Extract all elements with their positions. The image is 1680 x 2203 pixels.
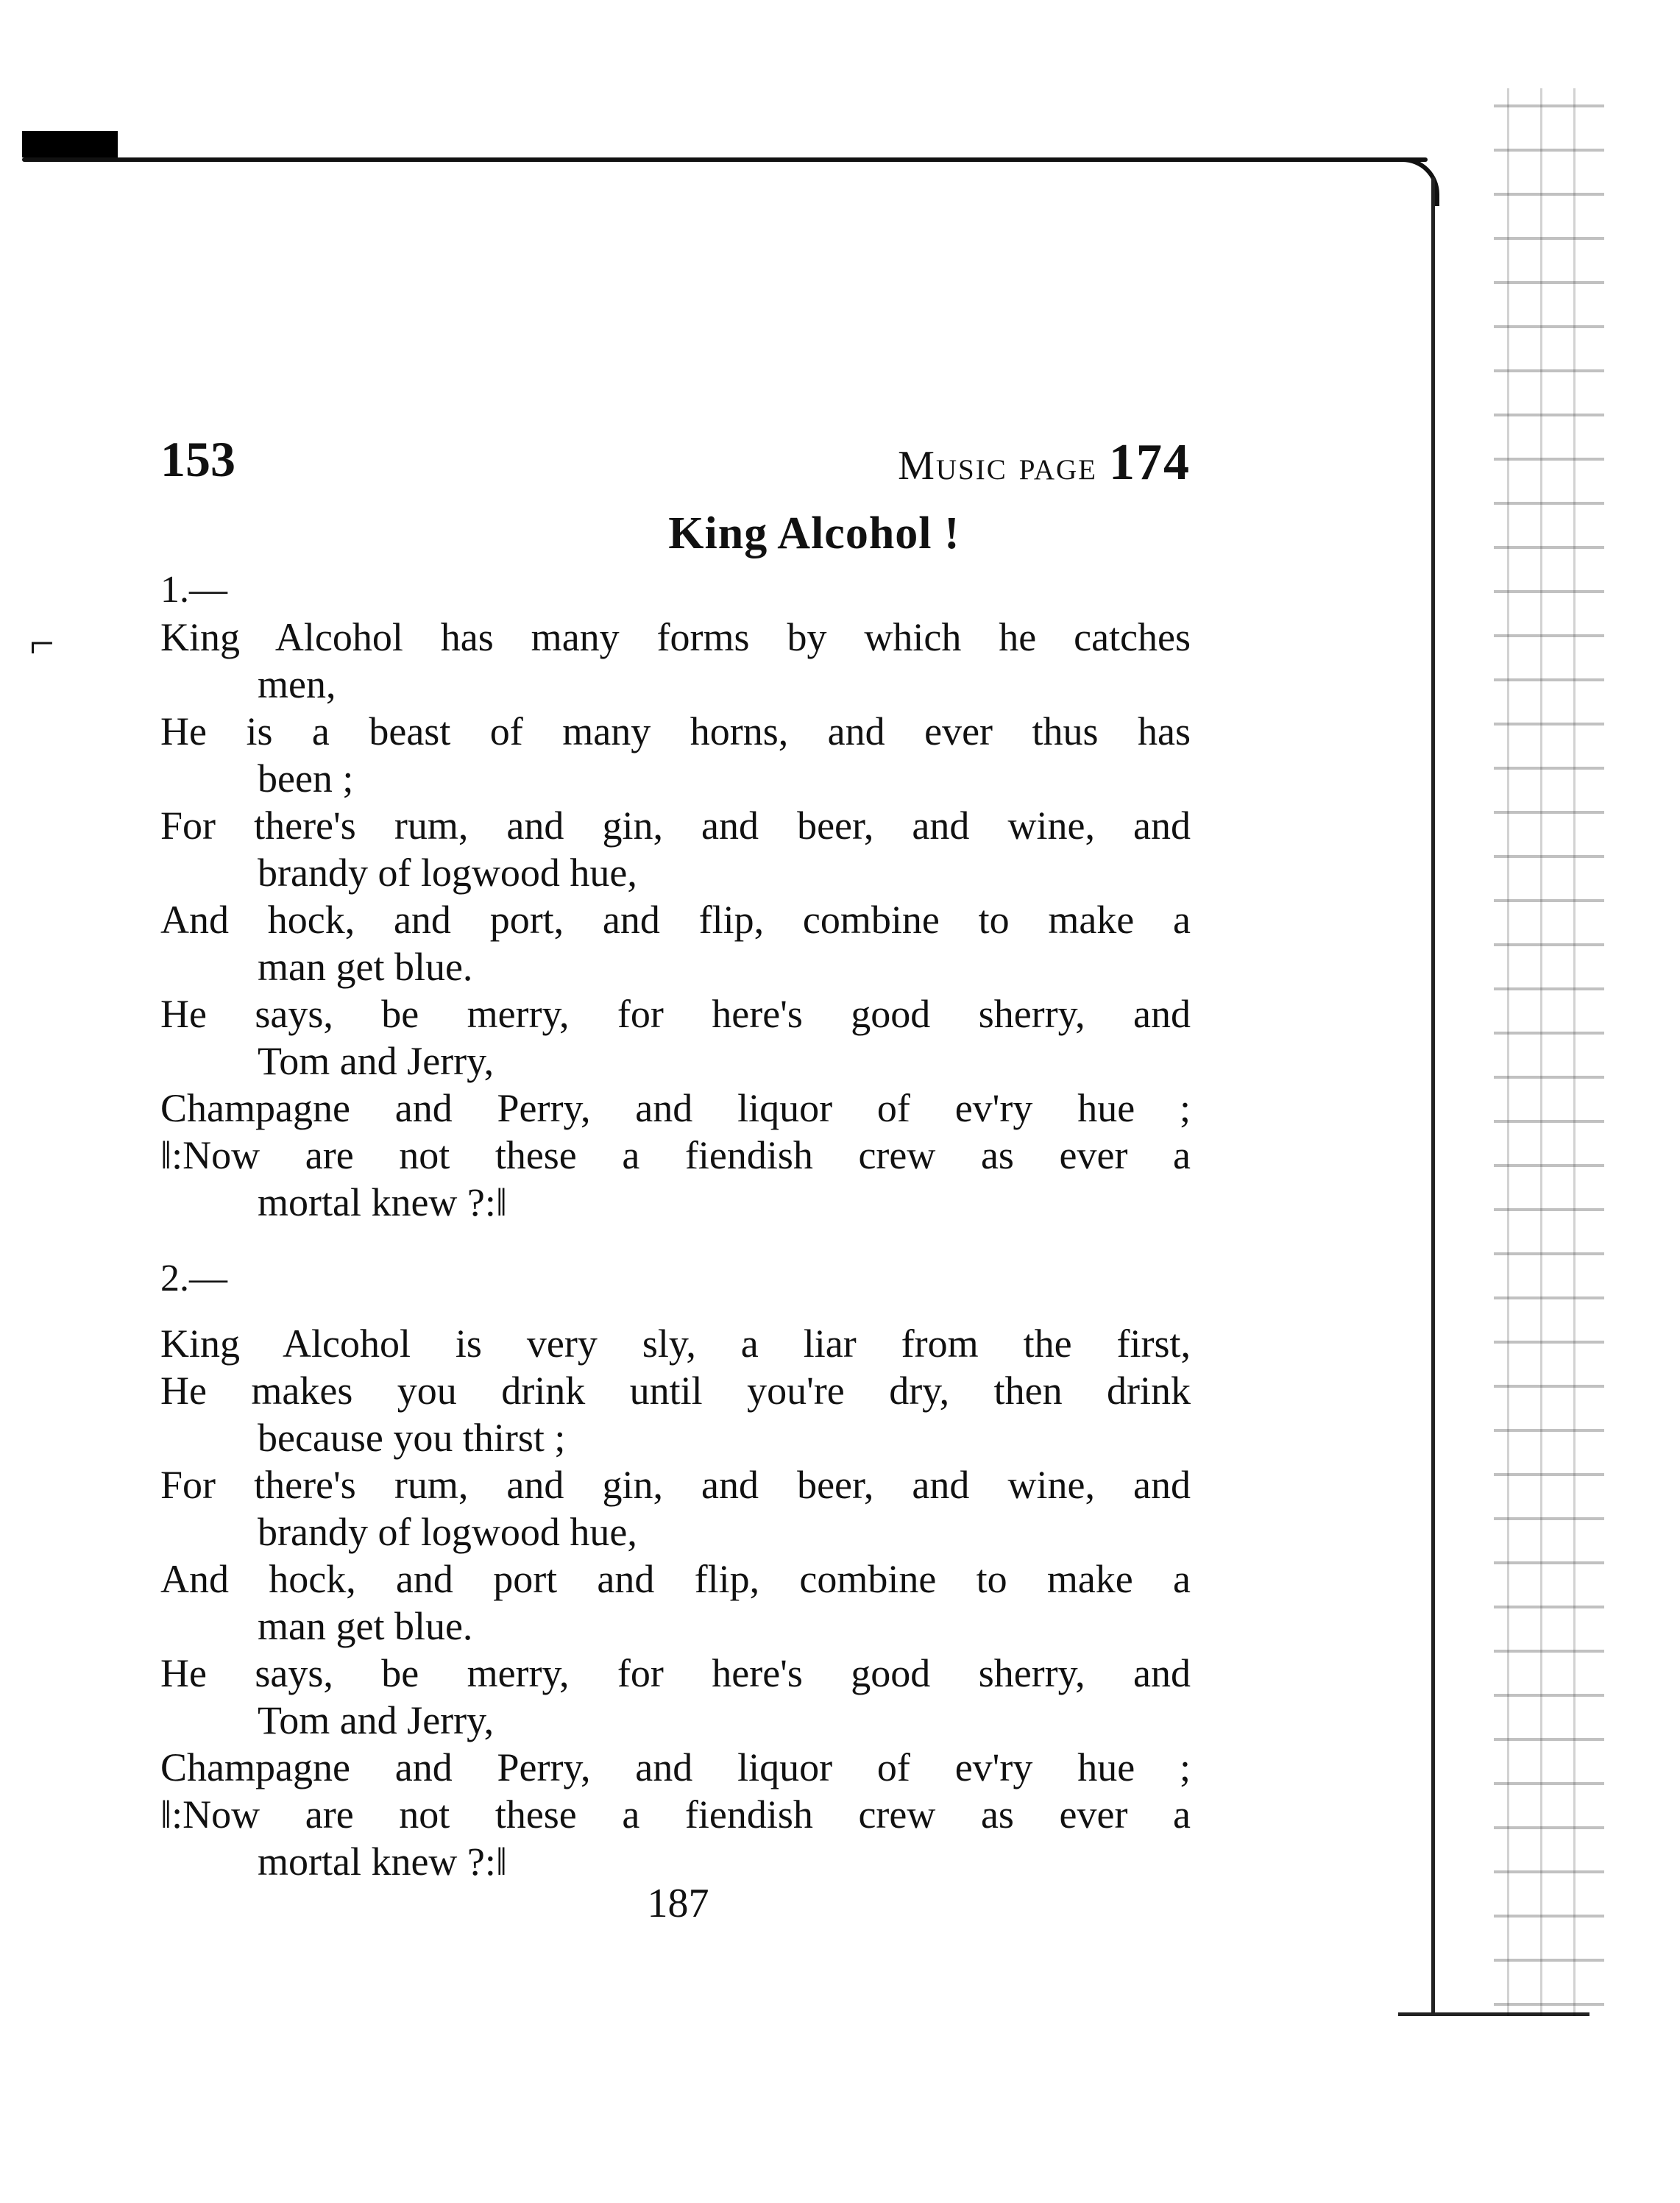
verse-line: He says, be merry, for here's good sherry, and [160, 992, 1191, 1036]
verse-line: because you thirst ; [258, 1416, 566, 1460]
hymn-title-text: King Alcohol ! [668, 508, 960, 558]
verse-line: men, [258, 662, 336, 706]
verse-line: Champagne and Perry, and liquor of ev'ry hue ; [160, 1086, 1191, 1130]
music-page-number: 174 [1109, 434, 1191, 491]
verse-line: Champagne and Perry, and liquor of ev'ry hue ; [160, 1745, 1191, 1789]
scan-border-top [22, 157, 1428, 162]
verse-line: And hock, and port and flip, combine to make a [160, 1557, 1191, 1601]
verse-line: And hock, and port, and flip, combine to make a [160, 898, 1191, 942]
verse-line: ‖:Now are not these a fiendish crew as ever a [160, 1792, 1191, 1837]
verse-number: 2.— [160, 1257, 227, 1299]
hymn-number: 153 [160, 431, 235, 487]
verse-line: King Alcohol has many forms by which he catches [160, 615, 1191, 659]
verse-line: brandy of logwood hue, [258, 1510, 637, 1554]
verse-number: 1.— [160, 569, 227, 611]
verse-line: been ; [258, 756, 354, 801]
verse-line: man get blue. [258, 945, 473, 989]
music-page-ref [898, 433, 1191, 492]
verse-line: mortal knew ?:‖ [258, 1180, 508, 1224]
verse-line: King Alcohol is very sly, a liar from the first, [160, 1322, 1191, 1366]
page-number-text: 187 [647, 1881, 709, 1926]
verse-line: Tom and Jerry, [258, 1039, 495, 1083]
verse-line: He says, be merry, for here's good sherry, and [160, 1651, 1191, 1695]
scan-border-right [1431, 177, 1435, 2016]
scan-border-mark [22, 131, 118, 157]
verse-line: For there's rum, and gin, and beer, and wine, and [160, 803, 1191, 848]
verse-line: brandy of logwood hue, [258, 851, 637, 895]
verse-line: ‖:Now are not these a fiendish crew as ever a [160, 1133, 1191, 1177]
verse-line: Tom and Jerry, [258, 1698, 495, 1742]
page-number [0, 1880, 1680, 1927]
scan-speckle-strip [1494, 88, 1604, 2016]
verse-line: For there's rum, and gin, and beer, and wine, and [160, 1463, 1191, 1507]
verse-line: He makes you drink until you're dry, then drink [160, 1369, 1191, 1413]
margin-mark: ⌐ [29, 619, 54, 667]
hymn-title [0, 508, 1680, 560]
verse-line: man get blue. [258, 1604, 473, 1648]
verse-line: mortal knew ?:‖ [258, 1840, 508, 1884]
page-header [160, 430, 1191, 489]
music-page-label: Music page [898, 443, 1097, 489]
verse-line: He is a beast of many horns, and ever thus has [160, 709, 1191, 753]
verses [160, 567, 1191, 1885]
